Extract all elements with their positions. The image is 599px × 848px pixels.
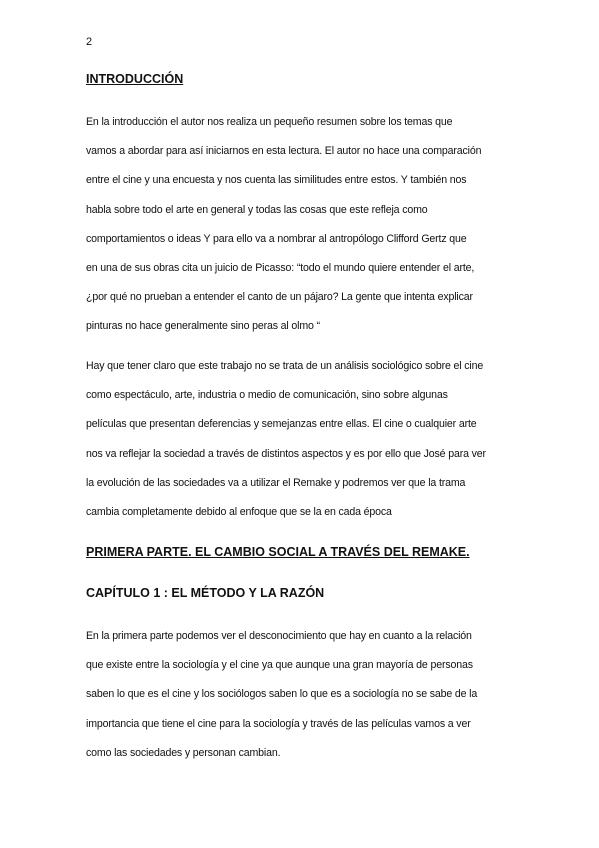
text-line: entre el cine y una encuesta y nos cuenta las similitudes entre estos. Y también nos xyxy=(86,174,467,187)
text-line: cambia completamente debido al enfoque que se la en cada época xyxy=(86,506,392,519)
intro-heading: INTRODUCCIÓN xyxy=(86,72,184,86)
intro-paragraph-1 xyxy=(86,108,526,342)
text-line: como las sociedades y personan cambian. xyxy=(86,746,281,759)
text-line: que existe entre la sociología y el cine ya que aunque una gran mayoría de personas xyxy=(86,659,473,672)
part-one-heading: PRIMERA PARTE. EL CAMBIO SOCIAL A TRAVÉS DEL REMAKE. xyxy=(86,545,470,559)
text-line: vamos a abordar para así iniciarnos en esta lectura. El autor no hace una comparación xyxy=(86,145,482,158)
text-line: la evolución de las sociedades va a utilizar el Remake y podremos ver que la trama xyxy=(86,476,466,489)
text-line: ¿por qué no prueban a entender el canto de un pájaro? La gente que intenta explicar xyxy=(86,291,473,304)
text-line: Hay que tener claro que este trabajo no se trata de un análisis sociológico sobre el cine xyxy=(86,360,484,372)
chapter-one-paragraph xyxy=(86,622,526,768)
text-line: películas que presentan deferencias y semejanzas entre ellas. El cine o cualquier arte xyxy=(86,418,477,431)
text-line: como espectáculo, arte, industria o medio de comunicación, sino sobre algunas xyxy=(86,389,448,402)
text-line: comportamientos o ideas Y para ello va a nombrar al antropólogo Clifford Gertz que xyxy=(86,232,467,245)
text-line: importancia que tiene el cine para la sociología y través de las películas vamos a ver xyxy=(86,717,471,730)
text-line: habla sobre todo el arte en general y todas las cosas que este refleja como xyxy=(86,203,428,216)
text-line: nos va reflejar la sociedad a través de distintos aspectos y es por ello que José para ver xyxy=(86,447,486,460)
chapter-one-heading: CAPÍTULO 1 : EL MÉTODO Y LA RAZÓN xyxy=(86,586,325,600)
text-line: en una de sus obras cita un juicio de Picasso: “todo el mundo quiere entender el arte, xyxy=(86,262,475,275)
text-line: En la introducción el autor nos realiza un pequeño resumen sobre los temas que xyxy=(86,116,453,128)
text-line: saben lo que es el cine y los sociólogos saben lo que es a sociología no se sabe de la xyxy=(86,688,478,701)
text-line: En la primera parte podemos ver el desconocimiento que hay en cuanto a la relación xyxy=(86,630,472,642)
intro-paragraph-2 xyxy=(86,352,526,527)
page-number: 2 xyxy=(86,36,93,48)
text-line: pinturas no hace generalmente sino peras al olmo “ xyxy=(86,320,320,333)
